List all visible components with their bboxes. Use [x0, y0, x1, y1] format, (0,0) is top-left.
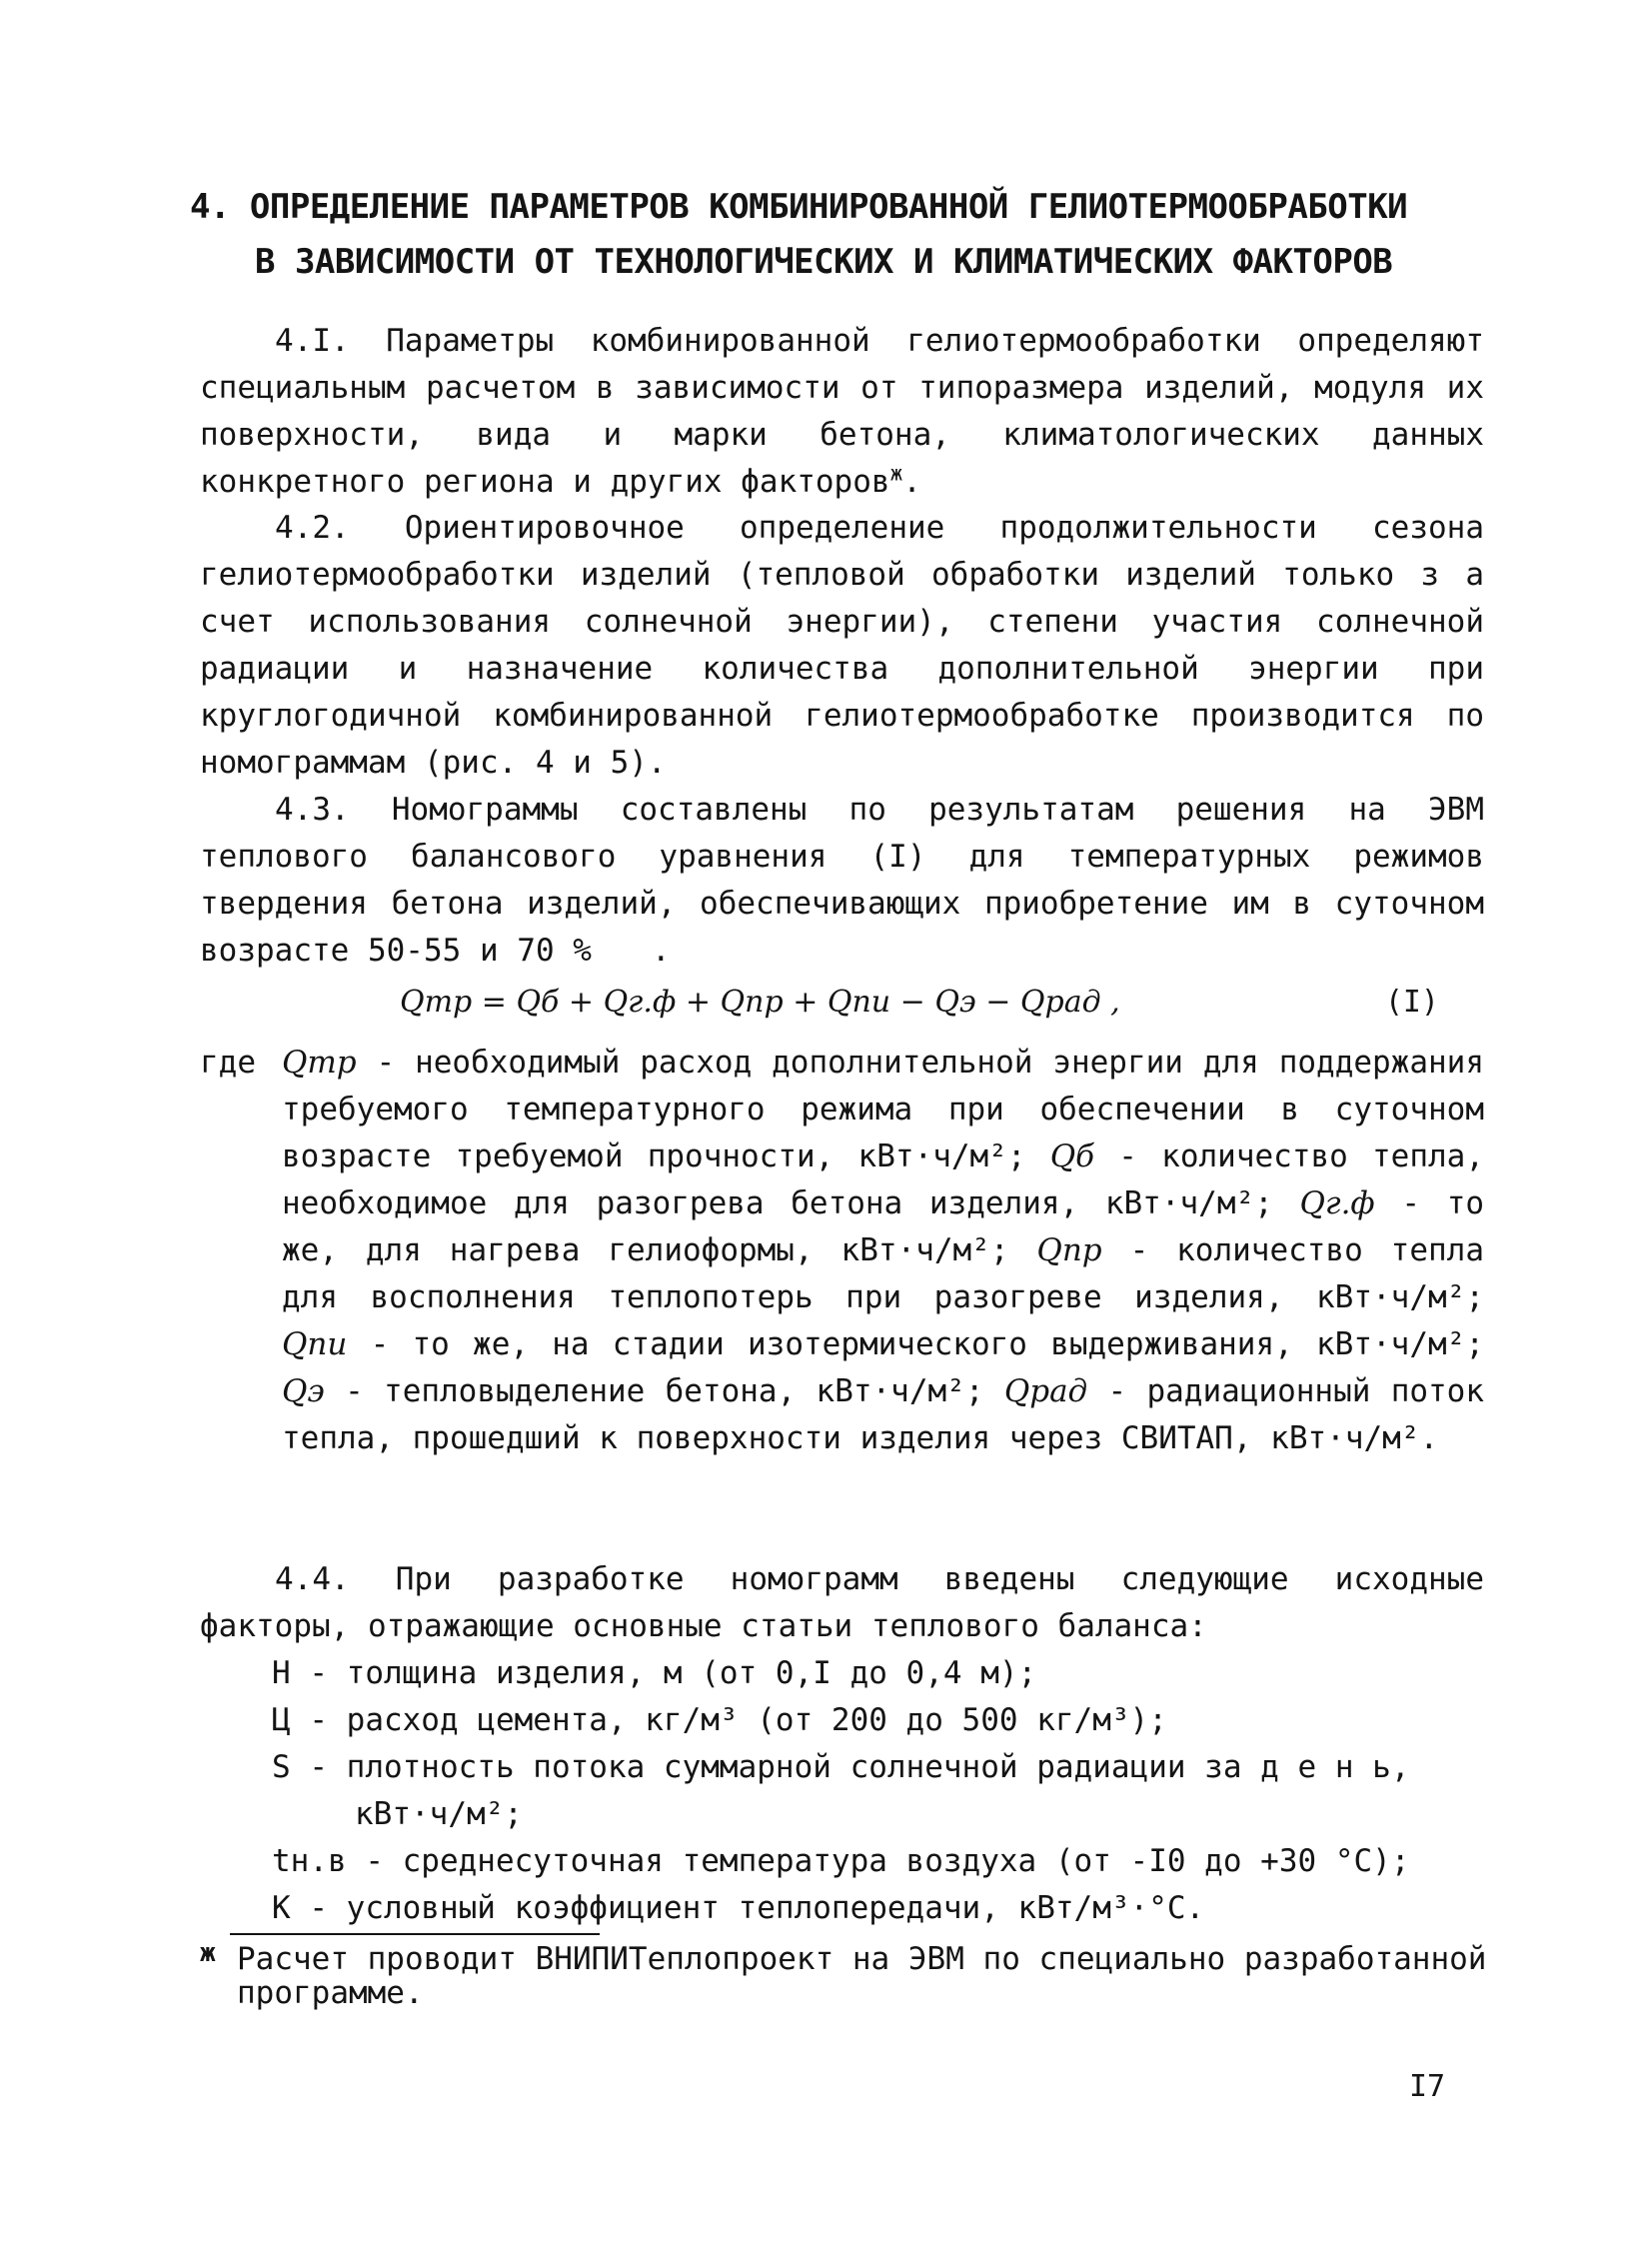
- definition-q-tr: - необходимый расход дополнительной энергии для поддержания требуемого температурного режима при обеспечении в суточном возрасте требуемой прочности, кВт·ч/м²;: [282, 1045, 1484, 1174]
- equation-text: Qтр = Qб + Qг.ф + Qпр + Qпи − Qэ − Qрад ,: [400, 985, 1120, 1020]
- symbol-definitions: [200, 1040, 1484, 1462]
- heat-balance-equation: [400, 985, 1499, 1035]
- paragraph-4-3-end: .: [651, 933, 671, 969]
- symbol-q-e: Qэ: [282, 1373, 325, 1409]
- footnote: [200, 1938, 1489, 2011]
- paragraph-4-1-end: .: [902, 464, 921, 500]
- definition-q-e: - тепловыделение бетона, кВт·ч/м²;: [345, 1373, 984, 1409]
- symbol-q-gf: Qг.ф: [1299, 1185, 1375, 1221]
- equation-number: (I): [1384, 985, 1439, 1020]
- symbol-q-tr: Qтр: [282, 1045, 357, 1081]
- paragraph-4-2: [200, 505, 1484, 787]
- paragraph-4-1-text: 4.I. Параметры комбинированной гелиотермообработки определяют специальным расчетом в зависимости от типоразмера изделий, модуля их поверхности, вида и марки бетона, климатологических данных конкретного региона и других факторов: [200, 323, 1484, 500]
- footnote-text: Расчет проводит ВНИПИТеплопроект на ЭВМ по специально разработанной программе.: [237, 1941, 1487, 2011]
- where-label: где: [200, 1045, 256, 1081]
- paragraph-4-1: [200, 318, 1484, 506]
- definition-q-rad: - радиационный поток тепла, прошедший к поверхности изделия через СВИТАП, кВт·ч/м².: [282, 1373, 1485, 1456]
- symbol-q-b: Qб: [1049, 1138, 1095, 1174]
- definition-q-pr: - количество тепла для восполнения теплопотерь при разогреве изделия, кВт·ч/м²;: [282, 1232, 1484, 1315]
- paragraph-4-4-text: 4.4. При разработке номограмм введены следующие исходные факторы, отражающие основные статьи теплового баланса:: [200, 1561, 1484, 1644]
- factor-radiation-unit: кВт·ч/м²;: [355, 1796, 523, 1832]
- paragraph-4-3-text: 4.3. Номограммы составлены по результатам решения на ЭВМ теплового балансового уравнения (I) для температурных режимов твердения бетона изделий, обеспечивающих приобретение им в суточном возрасте 50-55 и 70 %: [200, 792, 1484, 969]
- paragraph-4-2-text: 4.2. Ориентировочное определение продолжительности сезона гелиотермообработки изделий (тепловой обработки изделий только з а счет использования солнечной энергии), степени участия солнечной радиации и назначение количества дополнительной энергии при круглогодичной комбинированной гелиотермообработке производится по номограммам (рис. 4 и 5).: [200, 510, 1484, 781]
- symbol-q-pr: Qпр: [1036, 1232, 1102, 1268]
- definition-q-b: - количество тепла, необходимое для разогрева бетона изделия, кВт·ч/м²;: [282, 1138, 1484, 1221]
- factor-thickness: Н - толщина изделия, м (от 0,I до 0,4 м);: [272, 1655, 1037, 1691]
- symbol-q-pi: Qпи: [282, 1326, 348, 1362]
- footnote-mark: ж: [200, 1938, 216, 1968]
- definition-q-gf: - то же, для нагрева гелиоформы, кВт·ч/м²;: [282, 1185, 1485, 1268]
- page-number: I7: [1409, 2069, 1446, 2104]
- heading-line-2: В ЗАВИСИМОСТИ ОТ ТЕХНОЛОГИЧЕСКИХ И КЛИМАТИЧЕСКИХ ФАКТОРОВ: [255, 242, 1393, 282]
- section-heading: [190, 180, 1489, 290]
- factor-heat-transfer: К - условный коэффициент теплопередачи, кВт/м³·°С.: [272, 1890, 1205, 1926]
- heading-line-1: 4. ОПРЕДЕЛЕНИЕ ПАРАМЕТРОВ КОМБИНИРОВАННОЙ ГЕЛИОТЕРМООБРАБОТКИ: [190, 187, 1408, 227]
- factor-cement: Ц - расход цемента, кг/м³ (от 200 до 500 кг/м³);: [272, 1702, 1167, 1738]
- factor-air-temperature: tн.в - среднесуточная температура воздуха (от -I0 до +30 °С);: [272, 1843, 1410, 1879]
- footnote-divider: [230, 1933, 600, 1935]
- paragraph-4-3: [200, 787, 1484, 975]
- footnote-reference: ж: [889, 461, 903, 486]
- definition-q-pi: - то же, на стадии изотермического выдерживания, кВт·ч/м²;: [370, 1326, 1484, 1362]
- symbol-q-rad: Qрад: [1003, 1373, 1088, 1409]
- paragraph-4-4: [200, 1556, 1484, 1932]
- factor-radiation: S - плотность потока суммарной солнечной радиации за д е н ь,: [272, 1749, 1410, 1785]
